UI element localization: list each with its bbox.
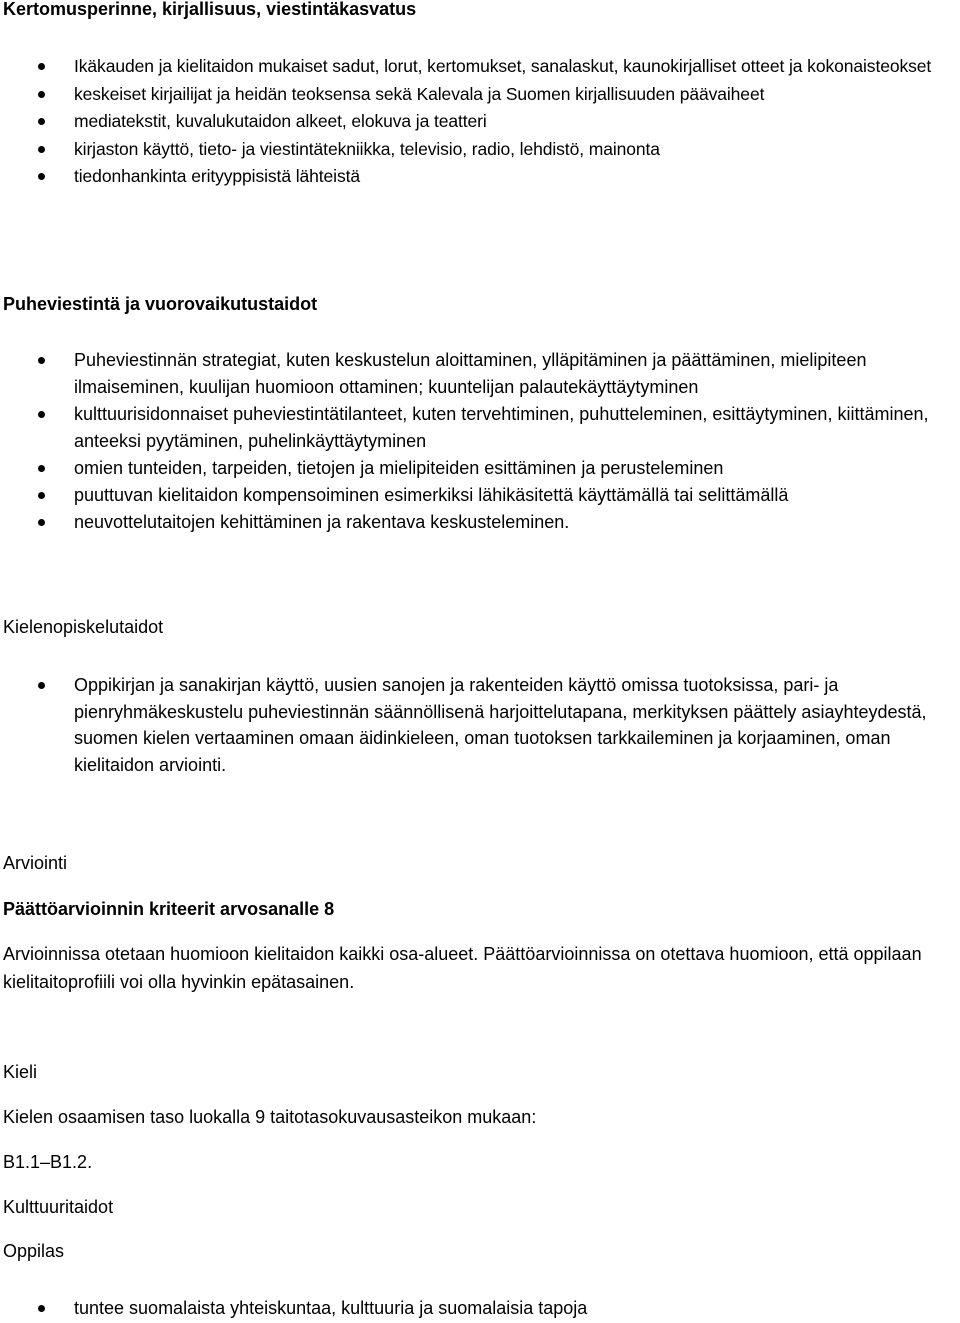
heading-study-skills: Kielenopiskelutaidot <box>3 617 164 637</box>
list-item: Oppikirjan ja sanakirjan käyttö, uusien sanojen ja rakenteiden käyttö omissa tuotoksissa, pari- ja pienryhmäkeskustelu puheviestinnän säännöllisenä harjoittelutapana, merkityksen päättely asiayhteydestä, suomen kielen vertaaminen omaan äidinkieleen, oman tuotoksen tarkkaileminen ja korjaaminen, oman kielitaidon arviointi. <box>0 672 960 778</box>
list-item: kulttuurisidonnaiset puheviestintätilanteet, kuten tervehtiminen, puhutteleminen, esittäytyminen, kiittäminen, anteeksi pyytäminen, puhelinkäyttäytyminen <box>0 401 960 455</box>
list-item: omien tunteiden, tarpeiden, tietojen ja mielipiteiden esittäminen ja perusteleminen <box>0 455 960 482</box>
list-item: keskeiset kirjailijat ja heidän teoksensa sekä Kalevala ja Suomen kirjallisuuden päävaiheet <box>0 81 960 109</box>
list-item: mediatekstit, kuvalukutaidon alkeet, elokuva ja teatteri <box>0 108 960 136</box>
language-level-text: Kielen osaamisen taso luokalla 9 taitotasokuvausasteikon mukaan: <box>3 1107 537 1127</box>
bullet-icon <box>38 173 45 180</box>
criteria-text: Arvioinnissa otetaan huomioon kielitaidon kaikki osa-alueet. Päättöarvioinnissa on otettava huomioon, että oppilaan kielitaitoprofiili voi olla hyvinkin epätasainen. <box>3 944 922 992</box>
heading-assessment: Arviointi <box>3 853 68 873</box>
bullet-icon <box>38 146 45 153</box>
list-item: tiedonhankinta erityyppisistä lähteistä <box>0 163 960 191</box>
bullet-icon <box>38 91 45 98</box>
language-level: B1.1–B1.2. <box>3 1152 93 1172</box>
literature-list <box>0 53 960 191</box>
study-skills-list <box>0 672 960 778</box>
bullet-icon <box>38 63 45 70</box>
heading-culture: Kulttuuritaidot <box>3 1197 114 1217</box>
list-item: puuttuvan kielitaidon kompensoiminen esimerkiksi lähikäsitettä käyttämällä tai selittämällä <box>0 482 960 509</box>
speech-list <box>0 347 960 536</box>
bullet-icon <box>38 465 45 472</box>
bullet-icon <box>38 118 45 125</box>
bullet-icon <box>38 519 45 526</box>
list-item: kirjaston käyttö, tieto- ja viestintätekniikka, televisio, radio, lehdistö, mainonta <box>0 136 960 164</box>
bullet-icon <box>38 492 45 499</box>
list-item: Ikäkauden ja kielitaidon mukaiset sadut, lorut, kertomukset, sanalaskut, kaunokirjalliset otteet ja kokonaisteokset <box>0 53 960 81</box>
bullet-icon <box>38 411 45 418</box>
criteria-title: Päättöarvioinnin kriteerit arvosanalle 8 <box>3 899 335 919</box>
heading-literature: Kertomusperinne, kirjallisuus, viestintäkasvatus <box>3 0 417 19</box>
list-item: tuntee suomalaista yhteiskuntaa, kulttuuria ja suomalaisia tapoja <box>0 1295 960 1323</box>
list-item: neuvottelutaitojen kehittäminen ja rakentava keskusteleminen. <box>0 509 960 536</box>
list-item: Puheviestinnän strategiat, kuten keskustelun aloittaminen, ylläpitäminen ja päättäminen, mielipiteen ilmaiseminen, kuulijan huomioon ottaminen; kuuntelijan palautekäyttäytyminen <box>0 347 960 401</box>
heading-language: Kieli <box>3 1062 38 1082</box>
bullet-icon <box>38 357 45 364</box>
heading-speech: Puheviestintä ja vuorovaikutustaidot <box>3 294 318 314</box>
bullet-icon <box>38 682 45 689</box>
culture-list <box>0 1295 960 1323</box>
bullet-icon <box>38 1305 45 1312</box>
culture-subject: Oppilas <box>3 1241 65 1261</box>
